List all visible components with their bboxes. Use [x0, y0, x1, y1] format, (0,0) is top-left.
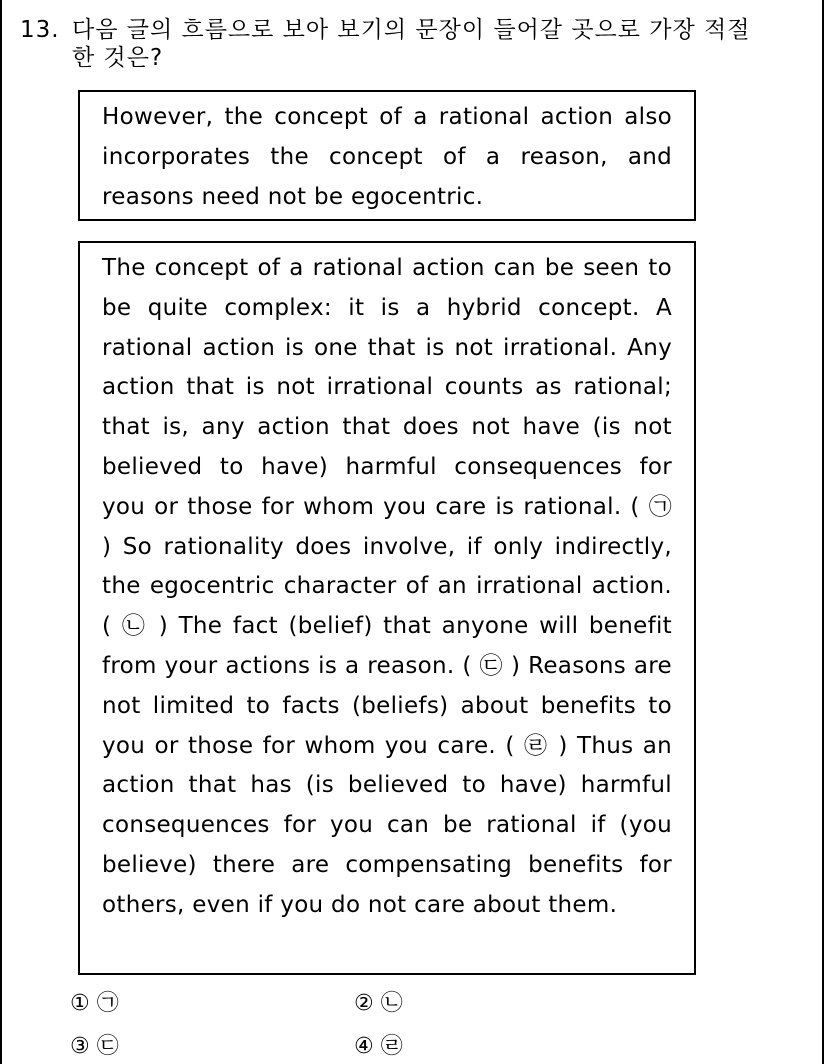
question-number: 13.	[20, 17, 60, 43]
choice-3[interactable]: ③ ㉢	[70, 1034, 119, 1059]
question-prompt: 다음 글의 흐름으로 보아 보기의 문장이 들어갈 곳으로 가장 적절한 것은?	[72, 17, 751, 71]
choice-2[interactable]: ② ㉡	[354, 991, 403, 1016]
choice-1[interactable]: ① ㉠	[70, 991, 119, 1016]
choice-4[interactable]: ④ ㉣	[354, 1034, 403, 1059]
insert-sentence-box	[78, 90, 696, 221]
passage-box	[78, 241, 696, 975]
passage-text: The concept of a rational action can be seen to be quite complex: it is a hybrid concept. A rational action is one that is not irrational. Any action that is not irrational counts as rational; that is, any action that does not have (is not believed to have) harmful consequences for you or those for whom you care is rational. ( ㉠ ) So rationality does involve, if only indirectly, the egocentric character of an irrational action. ( ㉡ ) The fact (belief) that anyone will benefit from your actions is a reason. ( ㉢ ) Reasons are not limited to facts (beliefs) about benefits to you or those for whom you care. ( ㉣ ) Thus an action that has (is believed to have) harmful consequences for you can be rational if (you believe) there are compensating benefits for others, even if you do not care about them.	[102, 255, 672, 918]
insert-sentence: However, the concept of a rational action also incorporates the concept of a reason, and reasons need not be egocentric.	[102, 104, 672, 210]
